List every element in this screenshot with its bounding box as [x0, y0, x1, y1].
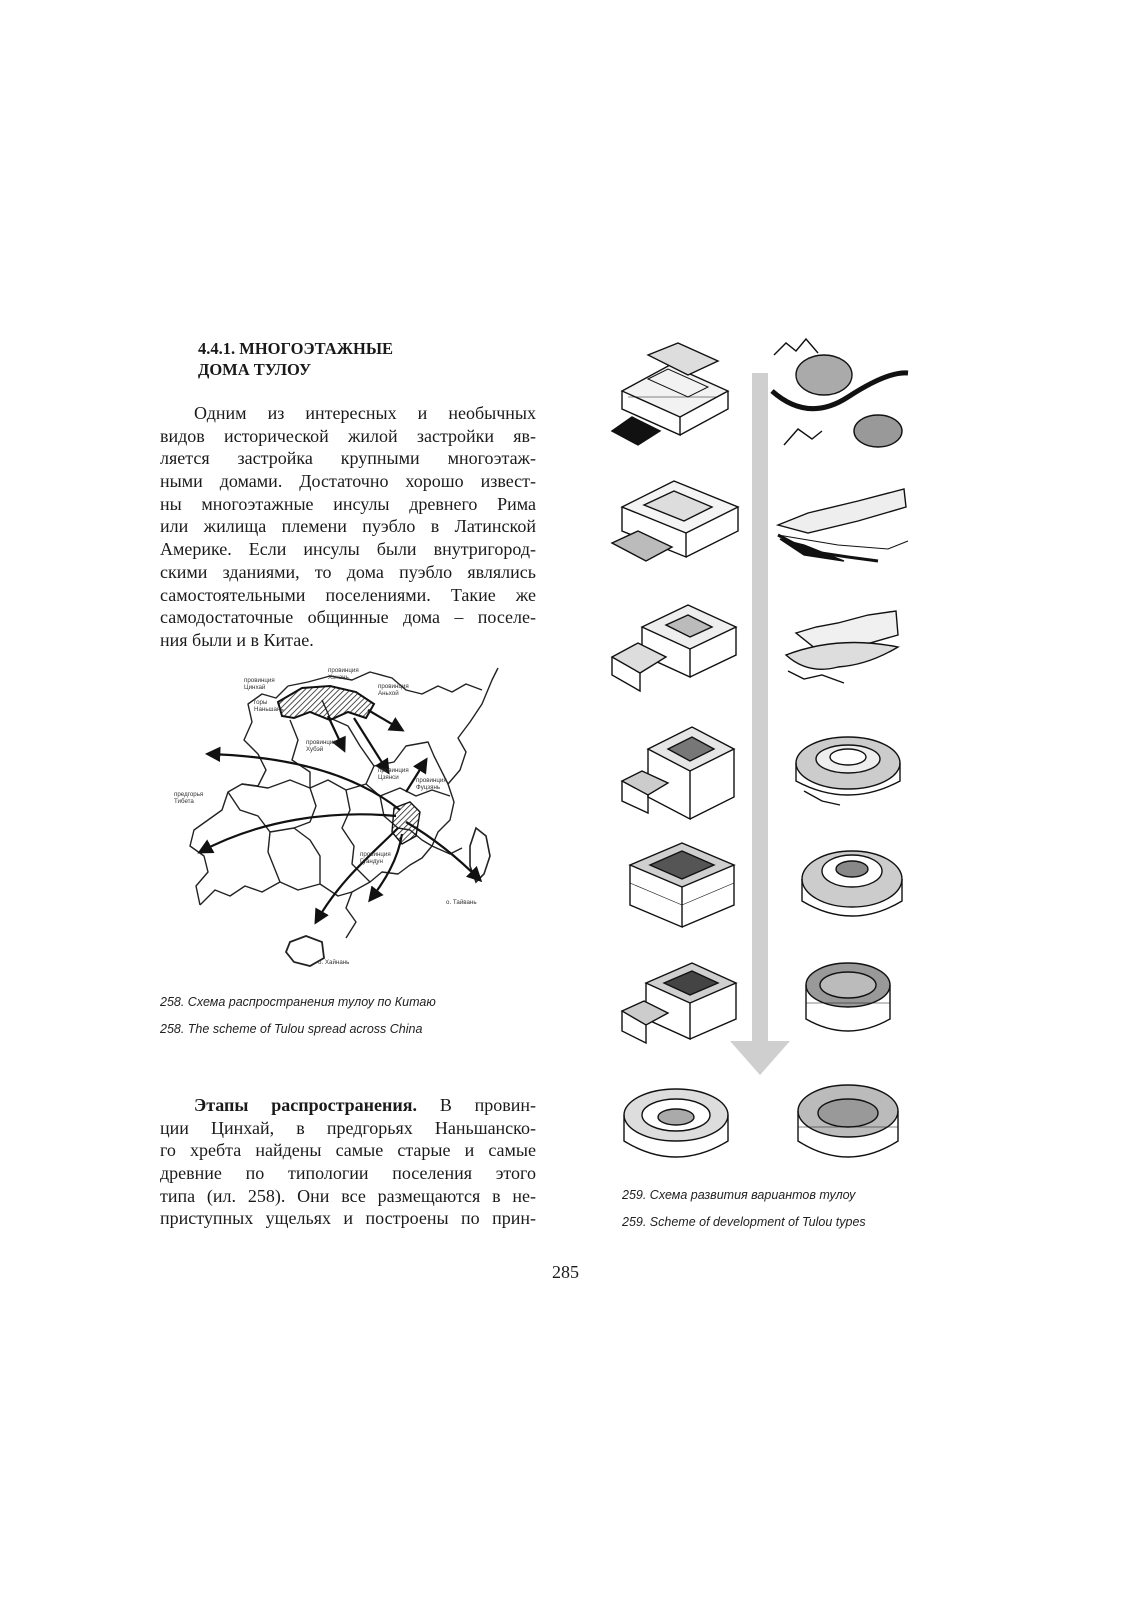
svg-text:провинцияХубэй: провинция Хубэй [306, 739, 337, 753]
spread-stages-rest: В провин- [417, 1095, 536, 1115]
svg-text:провинцияГуандун: провинция Гуандун [360, 851, 391, 865]
development-arrow [730, 373, 790, 1075]
svg-text:предгорьяТибета: предгорья Тибета [174, 791, 204, 805]
svg-text:провинцияЦзянси: провинция Цзянси [378, 767, 409, 781]
svg-text:о. Тайвань: о. Тайвань [446, 899, 477, 906]
nanshan-origin-area [278, 686, 374, 720]
rectangular-compound-sketch-2 [612, 481, 738, 561]
spread-stages-line: ции Цинхай, в предгорьях Наньшанско- [160, 1117, 536, 1138]
rectangular-compound-sketch-3 [612, 605, 736, 691]
spread-stages-line: типа (ил. 258). Они все размещаются в не- [160, 1185, 536, 1206]
intro-line: ния были и в Китае. [160, 629, 314, 650]
figure-258-caption-en: 258. The scheme of Tulou spread across China [160, 1022, 423, 1036]
rectangular-compound-sketch-1 [612, 343, 728, 445]
section-heading-line-2: ДОМА ТУЛОУ [198, 360, 312, 379]
intro-line: видов исторической жилой застройки яв- [160, 425, 536, 446]
hill-fort-sketch [786, 611, 898, 683]
round-tulou-sketch-5 [798, 1085, 898, 1157]
intro-line: ны многоэтажные инсулы древнего Рима [160, 493, 536, 514]
square-tulou-sketch-1 [622, 727, 734, 819]
round-tulou-sketch-1 [624, 1089, 728, 1157]
intro-line: ными домами. Достаточно хорошо извест- [160, 471, 536, 492]
square-tulou-sketch-3 [622, 963, 736, 1043]
intro-line: Одним из интересных и необычных [194, 403, 536, 423]
svg-text:горыНаньшань: горы Наньшань [254, 699, 284, 713]
spread-arrows [200, 710, 480, 922]
intro-line: или жилища племени пуэбло в Латинской [160, 516, 536, 537]
tulou-development-illustration [608, 335, 918, 1175]
round-tulou-sketch-3 [802, 851, 902, 916]
cliff-settlement-sketch [778, 489, 908, 561]
figure-259-caption-en: 259. Scheme of development of Tulou types [622, 1215, 866, 1229]
svg-text:провинцияАньхой: провинция Аньхой [378, 683, 409, 697]
page-number: 285 [552, 1262, 579, 1282]
section-heading-line-1: 4.4.1. МНОГОЭТАЖНЫЕ [198, 339, 394, 358]
intro-line: ляется застройка крупными многоэтаж- [160, 448, 536, 469]
round-tulou-sketch-4 [806, 963, 890, 1031]
spread-stages-paragraph [160, 1094, 536, 1230]
svg-text:провинцияХэнань: провинция Хэнань [328, 667, 359, 681]
mountain-settlement-sketch-1 [772, 339, 908, 447]
round-tulou-sketch-2 [796, 737, 900, 805]
svg-text:о. Хайнань: о. Хайнань [318, 959, 350, 966]
section-heading [198, 338, 528, 380]
square-tulou-sketch-2 [630, 843, 734, 927]
figure-259-caption-ru: 259. Схема развития вариантов тулоу [622, 1188, 856, 1202]
spread-stages-line [160, 1094, 536, 1117]
svg-text:провинцияФуцзянь: провинция Фуцзянь [416, 777, 447, 791]
intro-line: Америке. Если инсулы были внутригород- [160, 539, 536, 560]
spread-stages-line: го хребта найдены самые старые и самые [160, 1140, 536, 1161]
figure-258-caption-ru: 258. Схема распространения тулоу по Китаю [160, 995, 436, 1009]
spread-stages-line: древние по типологии поселения этого [160, 1163, 536, 1184]
spread-stages-line: приступных ущельях и построены по прин- [160, 1208, 536, 1229]
intro-paragraph [160, 402, 536, 652]
tulou-spread-map [170, 660, 515, 980]
intro-line: скими зданиями, то дома пуэбло являлись [160, 561, 536, 582]
spread-stages-title: Этапы распространения. [194, 1095, 418, 1115]
svg-text:провинцияЦинхай: провинция Цинхай [244, 677, 275, 691]
intro-line: самодостаточные общинные дома – поселе- [160, 607, 536, 628]
intro-line: самостоятельными поселениями. Такие же [160, 584, 536, 605]
